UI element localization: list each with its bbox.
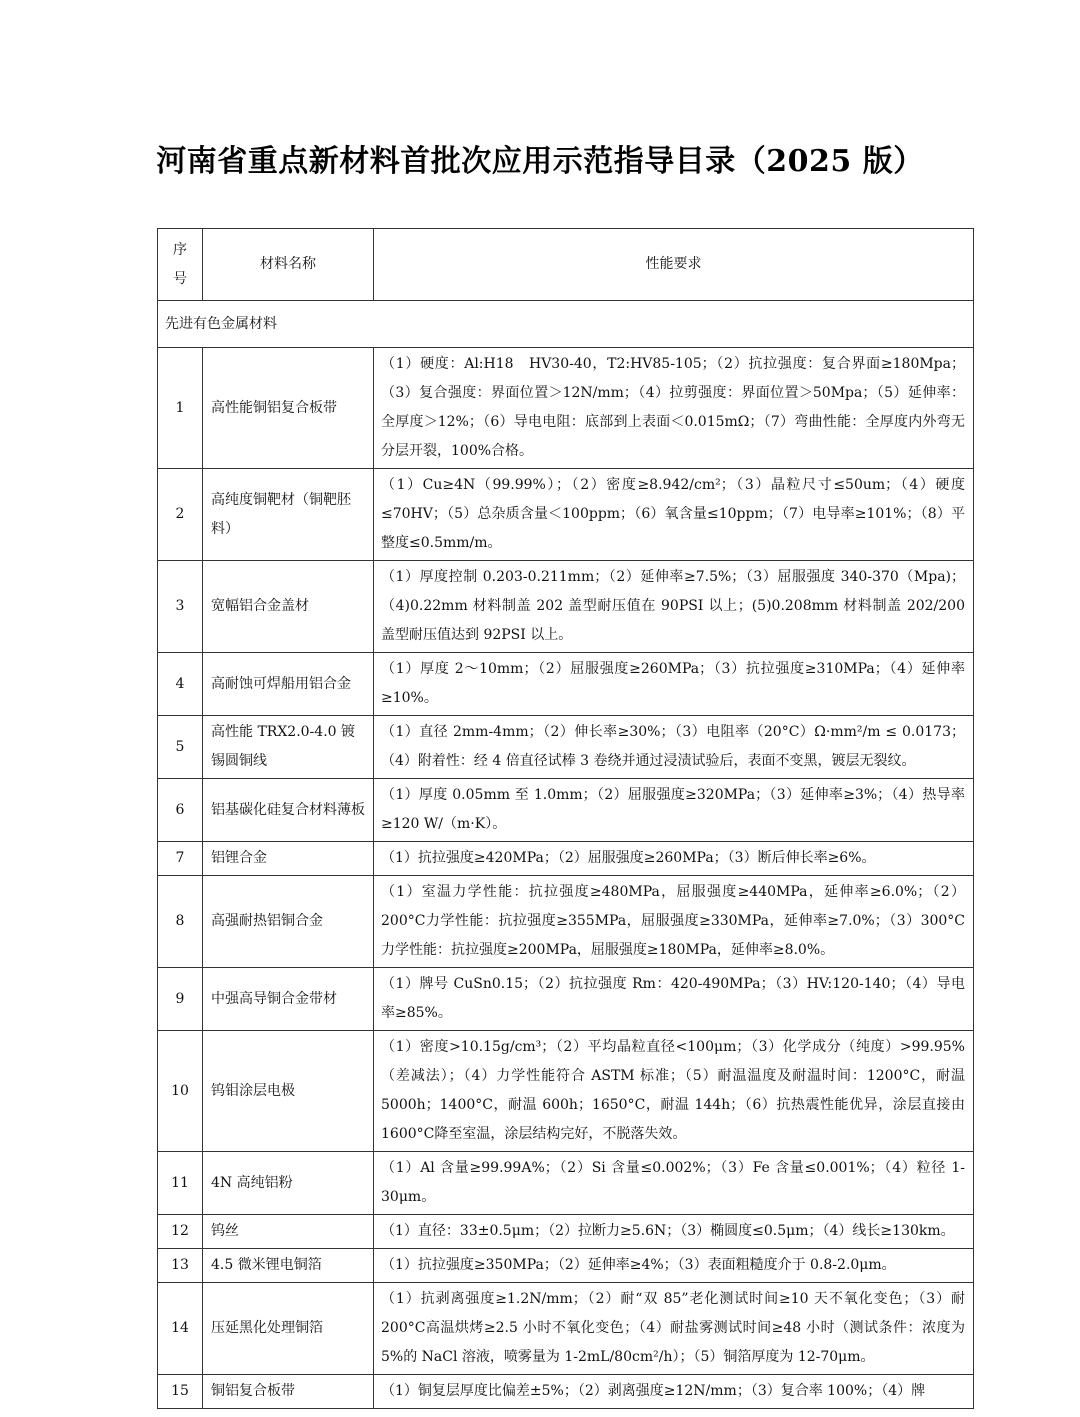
material-name: 高强耐热铝铜合金: [203, 876, 374, 968]
header-serial-line1: 序: [173, 241, 187, 258]
material-requirements: （1）厚度 0.05mm 至 1.0mm；（2）屈服强度≥320MPa；（3）延伸率≥3%；（4）热导率≥120 W/（m·K）。: [374, 779, 974, 842]
material-name: 宽幅铝合金盖材: [203, 561, 374, 653]
table-row: [158, 1031, 974, 1152]
page-title: 河南省重点新材料首批次应用示范指导目录（2025 版）: [156, 144, 924, 179]
header-serial-line2: 号: [173, 270, 187, 287]
material-name: 高纯度铜靶材（铜靶胚料）: [203, 469, 374, 561]
row-number: 14: [158, 1283, 203, 1375]
row-number: 8: [158, 876, 203, 968]
row-number: 2: [158, 469, 203, 561]
material-requirements: （1）Al 含量≥99.99A%；（2）Si 含量≤0.002%；（3）Fe 含量≤0.001%；（4）粒径 1-30μm。: [374, 1152, 974, 1215]
table-row: [158, 469, 974, 561]
table-row: [158, 716, 974, 779]
section-row: [158, 301, 974, 348]
material-requirements: （1）抗拉强度≥350MPa；（2）延伸率≥4%；（3）表面粗糙度介于 0.8-2.0μm。: [374, 1249, 974, 1283]
table-row: [158, 348, 974, 469]
header-requirements: 性能要求: [374, 229, 974, 301]
material-name: 压延黑化处理铜箔: [203, 1283, 374, 1375]
table-row: [158, 1283, 974, 1375]
header-material-name: 材料名称: [203, 229, 374, 301]
material-name: 高耐蚀可焊船用铝合金: [203, 653, 374, 716]
material-name: 钨钼涂层电极: [203, 1031, 374, 1152]
row-number: 10: [158, 1031, 203, 1152]
table-row: [158, 1375, 974, 1409]
material-name: 中强高导铜合金带材: [203, 968, 374, 1031]
row-number: 13: [158, 1249, 203, 1283]
material-requirements: （1）厚度控制 0.203-0.211mm；（2）延伸率≥7.5%；（3）屈服强度 340-370（Mpa)；（4)0.22mm 材料制盖 202 盖型耐压值在 90PSI 以上；(5)0.208mm 材料制盖 202/200 盖型耐压值达到 92PSI 以上。: [374, 561, 974, 653]
row-number: 1: [158, 348, 203, 469]
row-number: 5: [158, 716, 203, 779]
material-requirements: （1）抗剥离强度≥1.2N/mm；（2）耐“双 85”老化测试时间≥10 天不氧化变色；（3）耐 200°C高温烘烤≥2.5 小时不氧化变色；（4）耐盐雾测试时间≥48 小时（测试条件：浓度为 5%的 NaCl 溶液，喷雾量为 1-2mL/80cm²/h）；（5）铜箔厚度为 12-70μm。: [374, 1283, 974, 1375]
row-number: 11: [158, 1152, 203, 1215]
row-number: 7: [158, 842, 203, 876]
material-name: 铜铝复合板带: [203, 1375, 374, 1409]
material-requirements: （1）牌号 CuSn0.15；（2）抗拉强度 Rm：420-490MPa；（3）HV:120-140；（4）导电率≥85%。: [374, 968, 974, 1031]
catalog-table: [157, 228, 974, 1409]
material-requirements: （1）直径 2mm-4mm；（2）伸长率≥30%；（3）电阻率（20°C）Ω·mm²/m ≤ 0.0173；（4）附着性：经 4 倍直径试棒 3 卷绕并通过浸渍试验后，表面不变黑，镀层无裂纹。: [374, 716, 974, 779]
material-name: 高性能 TRX2.0-4.0 镀锡圆铜线: [203, 716, 374, 779]
material-requirements: （1）密度>10.15g/cm³；（2）平均晶粒直径<100μm；（3）化学成分（纯度）>99.95%（差减法）；（4）力学性能符合 ASTM 标准；（5）耐温温度及耐温时间：1200°C，耐温 5000h；1400°C，耐温 600h；1650°C，耐温 144h；（6）抗热震性能优异，涂层直接由 1600°C降至室温，涂层结构完好，不脱落失效。: [374, 1031, 974, 1152]
material-requirements: （1）硬度：Al:H18 HV30-40，T2:HV85-105；（2）抗拉强度：复合界面≥180Mpa；（3）复合强度：界面位置＞12N/mm；（4）拉剪强度：界面位置＞50Mpa；（5）延伸率：全厚度＞12%；（6）导电电阻：底部到上表面＜0.015mΩ；（7）弯曲性能：全厚度内外弯无分层开裂，100%合格。: [374, 348, 974, 469]
material-requirements: （1）室温力学性能：抗拉强度≥480MPa，屈服强度≥440MPa，延伸率≥6.0%；（2）200°C力学性能：抗拉强度≥355MPa，屈服强度≥330MPa，延伸率≥7.0%；（3）300°C力学性能：抗拉强度≥200MPa，屈服强度≥180MPa，延伸率≥8.0%。: [374, 876, 974, 968]
material-name: 铝锂合金: [203, 842, 374, 876]
table-row: [158, 1249, 974, 1283]
row-number: 4: [158, 653, 203, 716]
material-requirements: （1）直径：33±0.5μm；（2）拉断力≥5.6N；（3）椭圆度≤0.5μm；（4）线长≥130km。: [374, 1215, 974, 1249]
material-name: 铝基碳化硅复合材料薄板: [203, 779, 374, 842]
material-requirements: （1）Cu≥4N（99.99%）；（2）密度≥8.942/cm²；（3）晶粒尺寸≤50um；（4）硬度≤70HV；（5）总杂质含量＜100ppm；（6）氧含量≤10ppm；（7）电导率≥101%；（8）平整度≤0.5mm/m。: [374, 469, 974, 561]
material-requirements: （1）铜复层厚度比偏差±5%；（2）剥离强度≥12N/mm；（3）复合率 100%；（4）牌: [374, 1375, 974, 1409]
row-number: 6: [158, 779, 203, 842]
header-serial-number: [158, 229, 203, 301]
material-requirements: （1）抗拉强度≥420MPa；（2）屈服强度≥260MPa；（3）断后伸长率≥6%。: [374, 842, 974, 876]
row-number: 9: [158, 968, 203, 1031]
material-name: 4N 高纯铝粉: [203, 1152, 374, 1215]
table-row: [158, 653, 974, 716]
table-row: [158, 842, 974, 876]
material-name: 钨丝: [203, 1215, 374, 1249]
table-row: [158, 1215, 974, 1249]
header-row: [158, 229, 974, 301]
table-row: [158, 561, 974, 653]
table-row: [158, 779, 974, 842]
row-number: 3: [158, 561, 203, 653]
section-title: 先进有色金属材料: [158, 301, 974, 348]
row-number: 12: [158, 1215, 203, 1249]
table-row: [158, 876, 974, 968]
material-name: 4.5 微米锂电铜箔: [203, 1249, 374, 1283]
table-row: [158, 1152, 974, 1215]
row-number: 15: [158, 1375, 203, 1409]
material-name: 高性能铜铝复合板带: [203, 348, 374, 469]
material-requirements: （1）厚度 2～10mm；（2）屈服强度≥260MPa；（3）抗拉强度≥310MPa；（4）延伸率≥10%。: [374, 653, 974, 716]
table-row: [158, 968, 974, 1031]
